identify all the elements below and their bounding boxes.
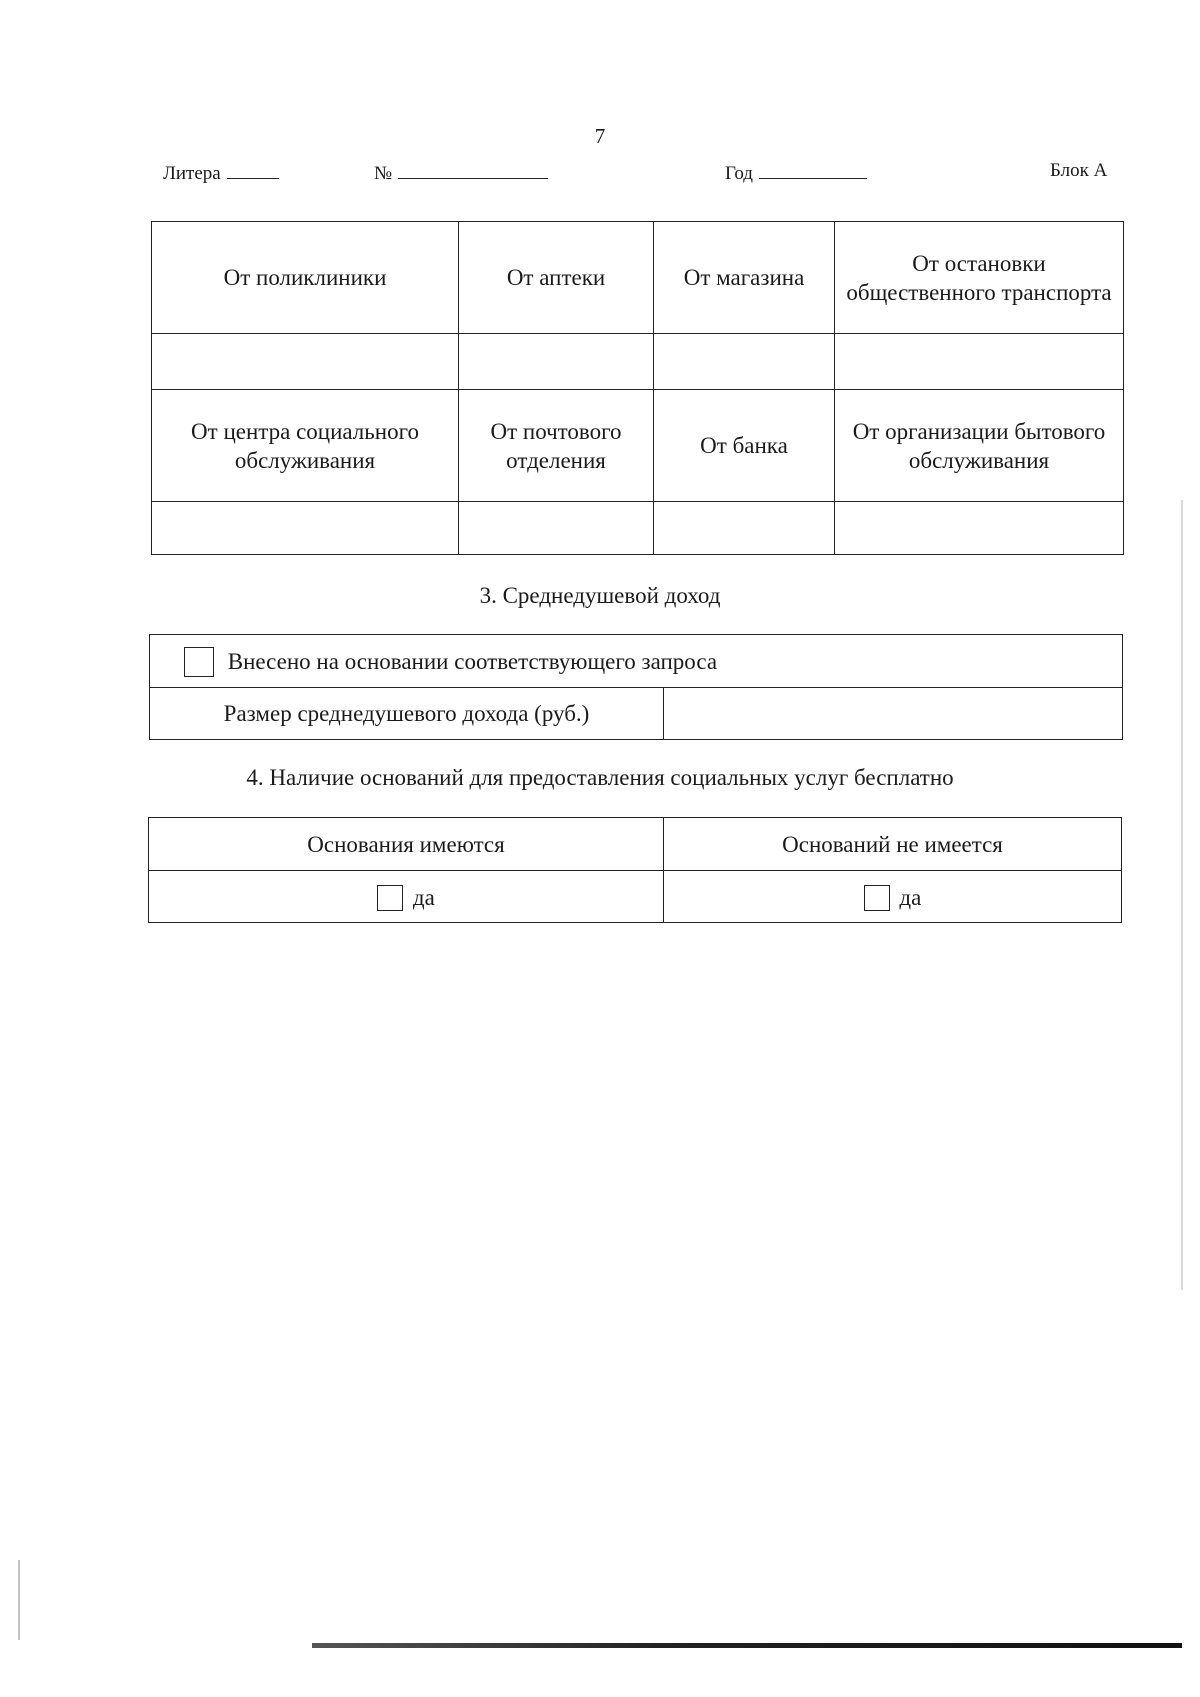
block-label: Блок А [1050,160,1108,181]
litera-blank[interactable] [227,160,279,179]
grounds-exist-header: Основания имеются [149,818,664,871]
grounds-absent-checkbox[interactable] [864,885,890,911]
request-cell [150,635,1123,688]
scan-edge-line [312,1643,1182,1648]
year-blank[interactable] [759,160,867,179]
header-polyclinic: От поликлиники [152,222,459,334]
litera-label: Литера [163,163,221,184]
grounds-absent-option-label: да [899,885,922,911]
distances-table [151,221,1124,555]
value-shop[interactable] [654,334,835,390]
table-row [152,334,1124,390]
scan-edge-mark [1181,500,1183,1290]
year-field [725,160,867,185]
scan-edge-mark [18,1560,20,1640]
header-consumer-services: От организации бытового обслуживания [835,390,1124,502]
year-label: Год [725,163,753,184]
value-consumer-services[interactable] [835,502,1124,555]
table-row [149,818,1122,871]
free-services-table [148,817,1122,923]
grounds-exist-cell [149,871,664,923]
section-4-title: 4. Наличие оснований для предоставления социальных услуг бесплатно [246,765,954,790]
section-3-title: 3. Среднедушевой доход [479,583,721,608]
value-pharmacy[interactable] [459,334,654,390]
value-post-office[interactable] [459,502,654,555]
value-polyclinic[interactable] [152,334,459,390]
table-row [152,502,1124,555]
grounds-exist-option-label: да [412,885,435,911]
table-row [152,390,1124,502]
value-bank[interactable] [654,502,835,555]
table-row [150,635,1123,688]
header-bank: От банка [654,390,835,502]
grounds-absent-cell [664,871,1122,923]
header-transport-stop: От остановки общественного транспорта [835,222,1124,334]
grounds-absent-header: Оснований не имеется [664,818,1122,871]
income-value[interactable] [664,688,1123,740]
income-label: Размер среднедушевого дохода (руб.) [150,688,664,740]
header-shop: От магазина [654,222,835,334]
income-table [149,634,1123,740]
header-post-office: От почтового отделения [459,390,654,502]
table-row [149,871,1122,923]
grounds-exist-checkbox[interactable] [377,885,403,911]
table-row [152,222,1124,334]
request-checkbox-label: Внесено на основании соответствующего запроса [227,649,718,675]
value-social-center[interactable] [152,502,459,555]
table-row [150,688,1123,740]
number-label: № [374,163,393,184]
value-transport-stop[interactable] [835,334,1124,390]
request-checkbox[interactable] [184,647,214,677]
page-number: 7 [594,124,606,148]
header-pharmacy: От аптеки [459,222,654,334]
number-field [374,160,548,185]
litera-field [163,160,279,185]
header-social-center: От центра социального обслуживания [152,390,459,502]
number-blank[interactable] [398,160,548,179]
